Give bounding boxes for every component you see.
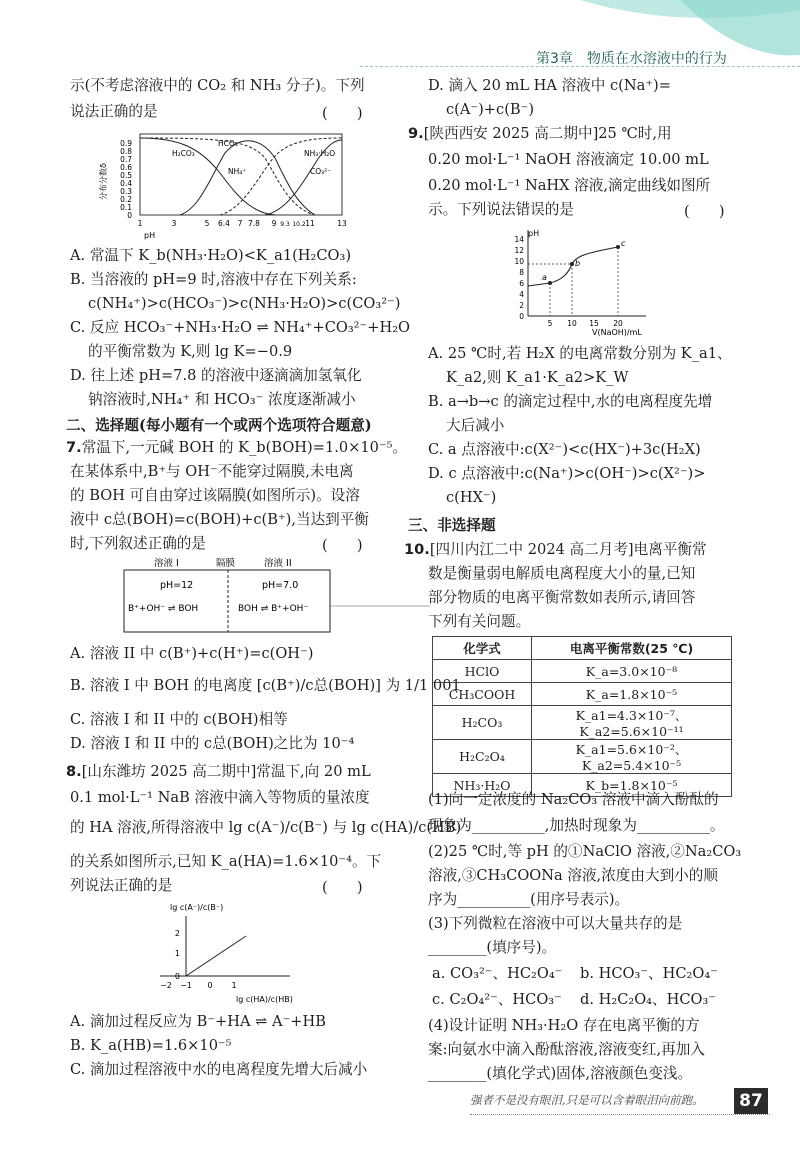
- graph1-ytick: 0.1: [120, 203, 132, 212]
- graph3-xlabel: lg c(HA)/c(HB): [236, 995, 293, 1004]
- q10-part-2-cont: 溶液,③CH₃COONa 溶液,浓度由大到小的顺: [428, 867, 718, 884]
- graph2-ytick: 8: [519, 268, 524, 277]
- q9-option-d: D. c 点溶液中:c(Na⁺)>c(OH⁻)>c(X²⁻)>: [428, 465, 706, 482]
- q10-part-2: (2)25 ℃时,等 pH 的①NaClO 溶液,②Na₂CO₃: [428, 843, 742, 860]
- q10-part-4-cont2: ________(填化学式)固体,溶液颜色变浅。: [428, 1065, 693, 1082]
- q9-line-4: 示。下列说法错误的是: [428, 201, 574, 218]
- q10-line-4: 下列有关问题。: [428, 613, 531, 630]
- chapter-title: 第3章 物质在水溶液中的行为: [536, 51, 727, 67]
- container-box: [124, 570, 330, 632]
- graph1-ytick: 0.6: [120, 163, 132, 172]
- q6-option-a: A. 常温下 K_b(NH₃·H₂O)<K_a1(H₂CO₃): [70, 247, 352, 264]
- graph1-xtick: 7.8: [248, 219, 260, 228]
- table-cell: H₂CO₃: [433, 706, 532, 740]
- q10-choice-b: b. HCO₃⁻、HC₂O₄⁻: [580, 965, 718, 982]
- table-cell: HClO: [433, 660, 532, 683]
- graph2-xlabel: V(NaOH)/mL: [592, 328, 642, 337]
- q6-option-b-cont: c(NH₄⁺)>c(HCO₃⁻)>c(NH₃·H₂O)>c(CO₃²⁻): [88, 295, 401, 312]
- graph2-xtick: 10: [567, 319, 577, 328]
- q6-intro-line-1: 示(不考虑溶液中的 CO₂ 和 NH₃ 分子)。下列: [70, 77, 365, 94]
- q6-option-d-cont: 钠溶液时,NH₄⁺ 和 HCO₃⁻ 浓度逐渐减小: [88, 391, 356, 408]
- footer-rule: [470, 1114, 770, 1115]
- graph1-label-h2co3: H₂CO₃: [172, 149, 195, 158]
- table-row: [433, 740, 732, 774]
- table-cell: K_b=1.8×10⁻⁵: [532, 774, 732, 797]
- graph1-label-nh3h2o: NH₃·H₂O: [304, 149, 336, 158]
- q9-line-1: 9.[陕西西安 2025 高二期中]25 ℃时,用: [408, 125, 672, 142]
- q7-line-4: 液中 c总(BOH)=c(BOH)+c(B⁺),当达到平衡: [70, 511, 369, 528]
- q9-option-a-cont: K_a2,则 K_a1·K_a2>K_W: [446, 369, 629, 386]
- graph1-ylabel: 分布分数δ: [99, 163, 108, 200]
- solution-2-label: 溶液 II: [264, 558, 292, 569]
- graph1-label-co3: CO₃²⁻: [310, 167, 332, 176]
- q6-option-c-cont: 的平衡常数为 K,则 lg K=−0.9: [88, 343, 293, 360]
- table-cell: K_a=1.8×10⁻⁵: [532, 683, 732, 706]
- footer-motto: 强者不是没有眼泪,只是可以含着眼泪向前跑。: [470, 1093, 704, 1107]
- graph1-ytick: 0.8: [120, 147, 132, 156]
- distribution-graph: [100, 128, 360, 240]
- q8-option-a: A. 滴加过程反应为 B⁻+HA ⇌ A⁻+HB: [70, 1013, 326, 1030]
- table-row: [433, 660, 732, 683]
- table-row: [433, 706, 732, 740]
- equilibrium-2: BOH ⇌ B⁺+OH⁻: [238, 604, 309, 614]
- section-2-heading: 二、选择题(每小题有一个或两个选项符合题意): [66, 417, 372, 434]
- q6-option-b: B. 当溶液的 pH=9 时,溶液中存在下列关系:: [70, 271, 357, 288]
- label-a: a: [542, 273, 547, 282]
- q10-part-1: (1)向一定浓度的 Na₂CO₃ 溶液中滴入酚酞的: [428, 791, 719, 808]
- q10-part-3-cont: ________(填序号)。: [428, 939, 557, 956]
- graph2-xtick: 20: [613, 319, 623, 328]
- graph2-ytick: 6: [519, 279, 524, 288]
- section-3-heading: 三、非选择题: [408, 517, 496, 534]
- graph1-ytick: 0.5: [120, 171, 132, 180]
- label-b: b: [575, 259, 581, 268]
- table-header: 电离平衡常数(25 ℃): [532, 637, 732, 660]
- q10-part-4-cont: 案:向氨水中滴入酚酞溶液,溶液变红,再加入: [428, 1041, 705, 1058]
- q10-choice-d: d. H₂C₂O₄、HCO₃⁻: [580, 991, 717, 1008]
- graph2-xtick: 15: [589, 319, 599, 328]
- graph2-ytick: 4: [519, 290, 524, 299]
- q10-choice-a: a. CO₃²⁻、HC₂O₄⁻: [432, 965, 563, 982]
- graph1-label-hco3: HCO₃⁻: [218, 139, 242, 148]
- graph3-ytick: 0: [174, 972, 180, 981]
- q8-line-4: 的关系如图所示,已知 K_a(HA)=1.6×10⁻⁴。下: [70, 853, 382, 870]
- q8-line-1: 8.[山东潍坊 2025 高二期中]常温下,向 20 mL: [66, 763, 371, 780]
- table-cell: K_a=3.0×10⁻⁸: [532, 660, 732, 683]
- graph1-ytick: 0.7: [120, 155, 132, 164]
- q9-option-c: C. a 点溶液中:c(X²⁻)<c(HX⁻)+3c(H₂X): [428, 441, 701, 458]
- table-cell: H₂C₂O₄: [433, 740, 532, 774]
- q9-answer-bracket[interactable]: ( ): [684, 203, 725, 220]
- graph1-xlabel: pH: [144, 231, 156, 240]
- q8-line-2: 0.1 mol·L⁻¹ NaB 溶液中滴入等物质的量浓度: [70, 789, 370, 806]
- graph1-xtick: 13: [337, 219, 347, 228]
- graph1-xtick: 7: [237, 219, 243, 228]
- graph1-ytick: 0: [127, 211, 132, 220]
- q10-choice-c: c. C₂O₄²⁻、HCO₃⁻: [432, 991, 562, 1008]
- q9-option-b: B. a→b→c 的滴定过程中,水的电离程度先增: [428, 393, 713, 410]
- graph2-ylabel: pH: [528, 229, 540, 238]
- q9-option-a: A. 25 ℃时,若 H₂X 的电离常数分别为 K_a1、: [428, 345, 732, 362]
- q10-line-3: 部分物质的电离平衡常数如表所示,请回答: [428, 589, 696, 606]
- q7-option-c: C. 溶液 I 和 II 中的 c(BOH)相等: [70, 711, 288, 728]
- graph1-xtick: 6.4: [218, 219, 230, 228]
- q6-option-c: C. 反应 HCO₃⁻+NH₃·H₂O ⇌ NH₄⁺+CO₃²⁻+H₂O: [70, 319, 411, 336]
- graph1-xtick: 9.3: [280, 221, 290, 228]
- q7-line-2: 在某体系中,B⁺与 OH⁻不能穿过隔膜,未电离: [70, 463, 354, 480]
- graph1-xtick: 11: [305, 219, 315, 228]
- q8-option-c: C. 滴加过程溶液中水的电离程度先增大后减小: [70, 1061, 368, 1078]
- graph3-ytick: 1: [174, 949, 180, 958]
- graph3-ytick: 2: [174, 929, 180, 938]
- label-c: c: [621, 239, 626, 248]
- ionization-constant-table: [432, 636, 732, 797]
- table-row: [433, 683, 732, 706]
- q6-answer-bracket[interactable]: ( ): [322, 105, 363, 122]
- lg-ratio-graph: [140, 898, 340, 1008]
- q9-line-2: 0.20 mol·L⁻¹ NaOH 溶液滴定 10.00 mL: [428, 151, 709, 168]
- q8-line-3: 的 HA 溶液,所得溶液中 lg c(A⁻)/c(B⁻) 与 lg c(HA)/c(HB): [70, 819, 462, 836]
- graph1-xtick: 5: [204, 219, 210, 228]
- q9-option-b-cont: 大后减小: [446, 417, 505, 434]
- point-a: [548, 281, 552, 285]
- q7-option-d: D. 溶液 I 和 II 中的 c总(BOH)之比为 10⁻⁴: [70, 735, 355, 752]
- ph-solution-2: pH=7.0: [262, 580, 299, 591]
- q7-line-1: 7.常温下,一元碱 BOH 的 K_b(BOH)=1.0×10⁻⁵。: [66, 439, 408, 456]
- solution-1-label: 溶液 I: [154, 558, 179, 569]
- q9-number: 9.: [408, 125, 424, 142]
- q7-line-3: 的 BOH 可自由穿过该隔膜(如图所示)。设溶: [70, 487, 360, 504]
- graph1-ytick: 0.4: [120, 179, 132, 188]
- graph2-ytick: 12: [514, 246, 524, 255]
- table-header-row: [433, 637, 732, 660]
- graph3-xtick: −1: [180, 981, 192, 990]
- q7-number: 7.: [66, 439, 82, 456]
- graph1-ytick: 0.3: [120, 187, 132, 196]
- q9-option-d-cont: c(HX⁻): [446, 489, 497, 506]
- q8-number: 8.: [66, 763, 82, 780]
- graph3-xtick: 1: [231, 981, 237, 990]
- ph-solution-1: pH=12: [160, 580, 194, 591]
- q6-intro-line-2: 说法正确的是: [70, 103, 158, 120]
- table-cell: CH₃COOH: [433, 683, 532, 706]
- membrane-label: 隔膜: [216, 558, 236, 569]
- graph1-xtick: 3: [171, 219, 177, 228]
- q7-line-5: 时,下列叙述正确的是: [70, 535, 206, 552]
- q10-line-2: 数是衡量弱电解质电离程度大小的量,已知: [428, 565, 696, 582]
- point-b: [570, 262, 574, 266]
- q7-option-a: A. 溶液 II 中 c(B⁺)+c(H⁺)=c(OH⁻): [70, 645, 314, 662]
- graph1-ytick: 0.9: [120, 139, 132, 148]
- q8-option-d-cont: c(A⁻)+c(B⁻): [446, 101, 535, 118]
- table-cell: K_a1=4.3×10⁻⁷、K_a2=5.6×10⁻¹¹: [532, 706, 732, 740]
- q10-line-1: 10.[四川内江二中 2024 高二月考]电离平衡常: [404, 541, 707, 558]
- q10-part-2-cont2: 序为__________(用序号表示)。: [428, 891, 630, 908]
- q8-option-d: D. 滴入 20 mL HA 溶液中 c(Na⁺)=: [428, 77, 671, 94]
- q10-part-3: (3)下列微粒在溶液中可以大量共存的是: [428, 915, 683, 932]
- q10-number: 10.: [404, 541, 430, 558]
- membrane-figure: [122, 556, 432, 636]
- q7-answer-bracket[interactable]: ( ): [322, 537, 363, 554]
- q8-line-5: 列说法正确的是: [70, 877, 173, 894]
- table-cell: NH₃·H₂O: [433, 774, 532, 797]
- titration-graph: [506, 224, 676, 336]
- page-number: 87: [734, 1088, 768, 1114]
- q9-line-3: 0.20 mol·L⁻¹ NaHX 溶液,滴定曲线如图所: [428, 177, 711, 194]
- graph3-ylabel: lg c(A⁻)/c(B⁻): [170, 903, 224, 912]
- point-c: [616, 245, 620, 249]
- graph2-ytick: 14: [514, 235, 524, 244]
- equilibrium-1: B⁺+OH⁻ ⇌ BOH: [128, 604, 199, 614]
- q8-answer-bracket[interactable]: ( ): [322, 879, 363, 896]
- q8-option-b: B. K_a(HB)=1.6×10⁻⁵: [70, 1037, 232, 1054]
- graph1-xtick: 9: [271, 219, 277, 228]
- graph2-xtick: 5: [547, 319, 553, 328]
- graph2-ytick: 10: [514, 257, 524, 266]
- graph2-ytick: 0: [519, 312, 524, 321]
- nh4-curve: [140, 138, 315, 215]
- graph1-xtick: 10.2: [292, 221, 306, 228]
- graph1-xtick: 1: [137, 219, 143, 228]
- graph1-label-nh4: NH₄⁺: [228, 167, 247, 176]
- graph3-xtick: 0: [207, 981, 213, 990]
- graph3-xtick: −2: [160, 981, 172, 990]
- table-cell: K_a1=5.6×10⁻²、K_a2=5.4×10⁻⁵: [532, 740, 732, 774]
- header-rule: [360, 66, 800, 67]
- graph3-line: [186, 936, 246, 976]
- q10-part-4: (4)设计证明 NH₃·H₂O 存在电离平衡的方: [428, 1017, 700, 1034]
- graph2-ytick: 2: [519, 301, 524, 310]
- q6-option-d: D. 往上述 pH=7.8 的溶液中逐滴滴加氢氧化: [70, 367, 362, 384]
- q7-option-b: B. 溶液 I 中 BOH 的电离度 [c(B⁺)/c总(BOH)] 为 1/1 001: [70, 677, 461, 694]
- q10-part-1-cont: 现象为__________,加热时现象为__________。: [428, 817, 725, 834]
- table-header: 化学式: [433, 637, 532, 660]
- graph1-ytick: 0.2: [120, 195, 132, 204]
